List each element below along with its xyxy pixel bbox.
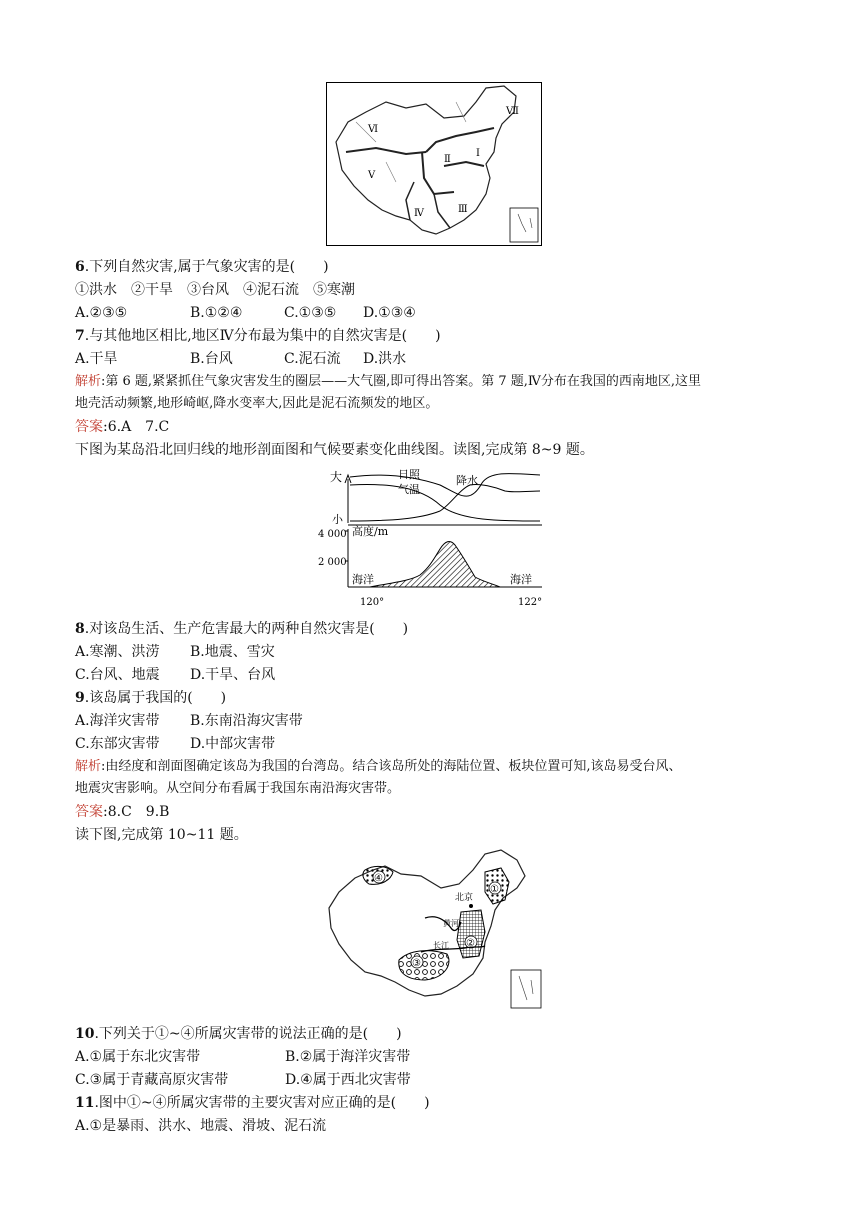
question-10-text: .下列关于①~④所属灾害带的说法正确的是( ) bbox=[94, 1026, 402, 1042]
fig2-temperature-label: 气温 bbox=[398, 483, 420, 496]
question-6-items: ①洪水 ②干旱 ③台风 ④泥石流 ⑤寒潮 bbox=[75, 282, 355, 298]
q7-option-c: C.泥石流 bbox=[284, 351, 341, 367]
region-label-2: Ⅱ bbox=[444, 154, 451, 165]
q6-option-a: A.②③⑤ bbox=[75, 305, 128, 321]
analysis-2-line-1 bbox=[75, 757, 682, 777]
answer-2-label: 答案 bbox=[75, 804, 103, 820]
fig2-height-label: 高度/m bbox=[352, 525, 389, 538]
region-label-6: Ⅵ bbox=[368, 124, 379, 135]
q9-option-d: D.中部灾害带 bbox=[190, 736, 276, 752]
q8-option-c: C.台风、地震 bbox=[75, 667, 160, 683]
question-7-number: 7 bbox=[75, 328, 85, 344]
question-11-stem bbox=[75, 1093, 430, 1113]
taiwan-profile-climate-figure bbox=[300, 465, 550, 610]
fig2-y-small: 小 bbox=[332, 513, 343, 526]
region-label-3: Ⅲ bbox=[458, 204, 468, 215]
q7-option-d: D.洪水 bbox=[363, 351, 407, 367]
fig2-precip-label: 降水 bbox=[456, 474, 478, 487]
q9-option-c: C.东部灾害带 bbox=[75, 736, 160, 752]
intro-questions-10-11: 读下图,完成第 10~11 题。 bbox=[75, 827, 248, 843]
q6-option-c: C.①③⑤ bbox=[284, 305, 337, 321]
question-10-stem bbox=[75, 1024, 402, 1044]
question-9-number: 9 bbox=[75, 690, 85, 706]
question-6-text: .下列自然灾害,属于气象灾害的是( ) bbox=[84, 259, 329, 275]
changjiang-label: 长江 bbox=[433, 941, 449, 950]
q8-option-a: A.寒潮、洪涝 bbox=[75, 644, 160, 660]
region-label-7: Ⅶ bbox=[506, 106, 519, 117]
answer-2-text: :8.C 9.B bbox=[103, 804, 170, 820]
analysis-1-text: :第 6 题,紧紧抓住气象灾害发生的圈层——大气圈,即可得出答案。第 7 题,Ⅳ分布在我国的西南地区,这里 bbox=[101, 374, 701, 389]
fig2-sunshine-label: 日照 bbox=[398, 468, 420, 481]
fig2-h4000: 4 000 bbox=[318, 529, 347, 540]
analysis-1-line-1 bbox=[75, 372, 701, 392]
china-disaster-zone-map bbox=[325, 848, 545, 1013]
fig2-h2000: 2 000 bbox=[318, 557, 347, 568]
zone-marker-3: ③ bbox=[412, 958, 421, 969]
q9-option-b: B.东南沿海灾害带 bbox=[190, 713, 303, 729]
region-label-1: Ⅰ bbox=[476, 148, 480, 159]
question-9-stem bbox=[75, 688, 226, 708]
analysis-2-label: 解析 bbox=[75, 759, 102, 774]
analysis-2-text: :由经度和剖面图确定该岛为我国的台湾岛。结合该岛所处的海陆位置、板块位置可知,该岛易受台风、 bbox=[101, 759, 682, 774]
q11-option-a: A.①是暴雨、洪水、地震、滑坡、泥石流 bbox=[75, 1118, 327, 1134]
q8-option-d: D.干旱、台风 bbox=[190, 667, 276, 683]
zone-marker-2: ② bbox=[466, 938, 475, 949]
question-11-text: .图中①~④所属灾害带的主要灾害对应正确的是( ) bbox=[94, 1095, 430, 1111]
zone-marker-1: ① bbox=[490, 884, 499, 895]
region-label-4: Ⅳ bbox=[414, 208, 424, 219]
question-6-number: 6 bbox=[75, 259, 85, 275]
question-8-number: 8 bbox=[75, 621, 85, 637]
region-label-5: Ⅴ bbox=[368, 170, 376, 181]
answer-1-label: 答案 bbox=[75, 419, 103, 435]
question-10-number: 10 bbox=[75, 1026, 95, 1042]
analysis-1-line-2: 地壳活动频繁,地形崎岖,降水变率大,因此是泥石流频发的地区。 bbox=[75, 396, 439, 411]
q10-option-b: B.②属于海洋灾害带 bbox=[285, 1049, 411, 1065]
answer-2 bbox=[75, 802, 169, 822]
q9-option-a: A.海洋灾害带 bbox=[75, 713, 160, 729]
q7-option-a: A.干旱 bbox=[75, 351, 118, 367]
question-8-text: .对该岛生活、生产危害最大的两种自然灾害是( ) bbox=[84, 621, 409, 637]
question-7-text: .与其他地区相比,地区Ⅳ分布最为集中的自然灾害是( ) bbox=[84, 328, 441, 344]
q7-option-b: B.台风 bbox=[190, 351, 233, 367]
huanghe-label: 黄河 bbox=[443, 919, 459, 928]
analysis-1-label: 解析 bbox=[75, 374, 102, 389]
question-8-stem bbox=[75, 619, 408, 639]
zone-marker-4: ④ bbox=[374, 873, 383, 884]
question-9-text: .该岛属于我国的( ) bbox=[84, 690, 227, 706]
question-7-stem bbox=[75, 326, 441, 346]
answer-1 bbox=[75, 417, 169, 437]
q8-option-b: B.地震、雪灾 bbox=[190, 644, 275, 660]
beijing-label: 北京 bbox=[455, 893, 474, 903]
fig2-ocean-right: 海洋 bbox=[510, 573, 532, 586]
q10-option-c: C.③属于青藏高原灾害带 bbox=[75, 1072, 229, 1088]
answer-1-text: :6.A 7.C bbox=[103, 419, 170, 435]
fig2-ocean-left: 海洋 bbox=[352, 573, 374, 586]
question-6-stem bbox=[75, 257, 329, 277]
intro-questions-8-9: 下图为某岛沿北回归线的地形剖面图和气候要素变化曲线图。读图,完成第 8~9 题。 bbox=[75, 442, 594, 458]
fig2-lon-left: 120° bbox=[360, 597, 385, 608]
q10-option-a: A.①属于东北灾害带 bbox=[75, 1049, 201, 1065]
q6-option-b: B.①②④ bbox=[190, 305, 243, 321]
fig2-y-big: 大 bbox=[330, 470, 343, 484]
q6-option-d: D.①③④ bbox=[363, 305, 416, 321]
q10-option-d: D.④属于西北灾害带 bbox=[285, 1072, 411, 1088]
fig2-lon-right: 122° bbox=[518, 597, 543, 608]
question-11-number: 11 bbox=[75, 1095, 95, 1111]
analysis-2-line-2: 地震灾害影响。从空间分布看属于我国东南沿海灾害带。 bbox=[75, 781, 401, 796]
china-disaster-region-map bbox=[326, 82, 542, 246]
